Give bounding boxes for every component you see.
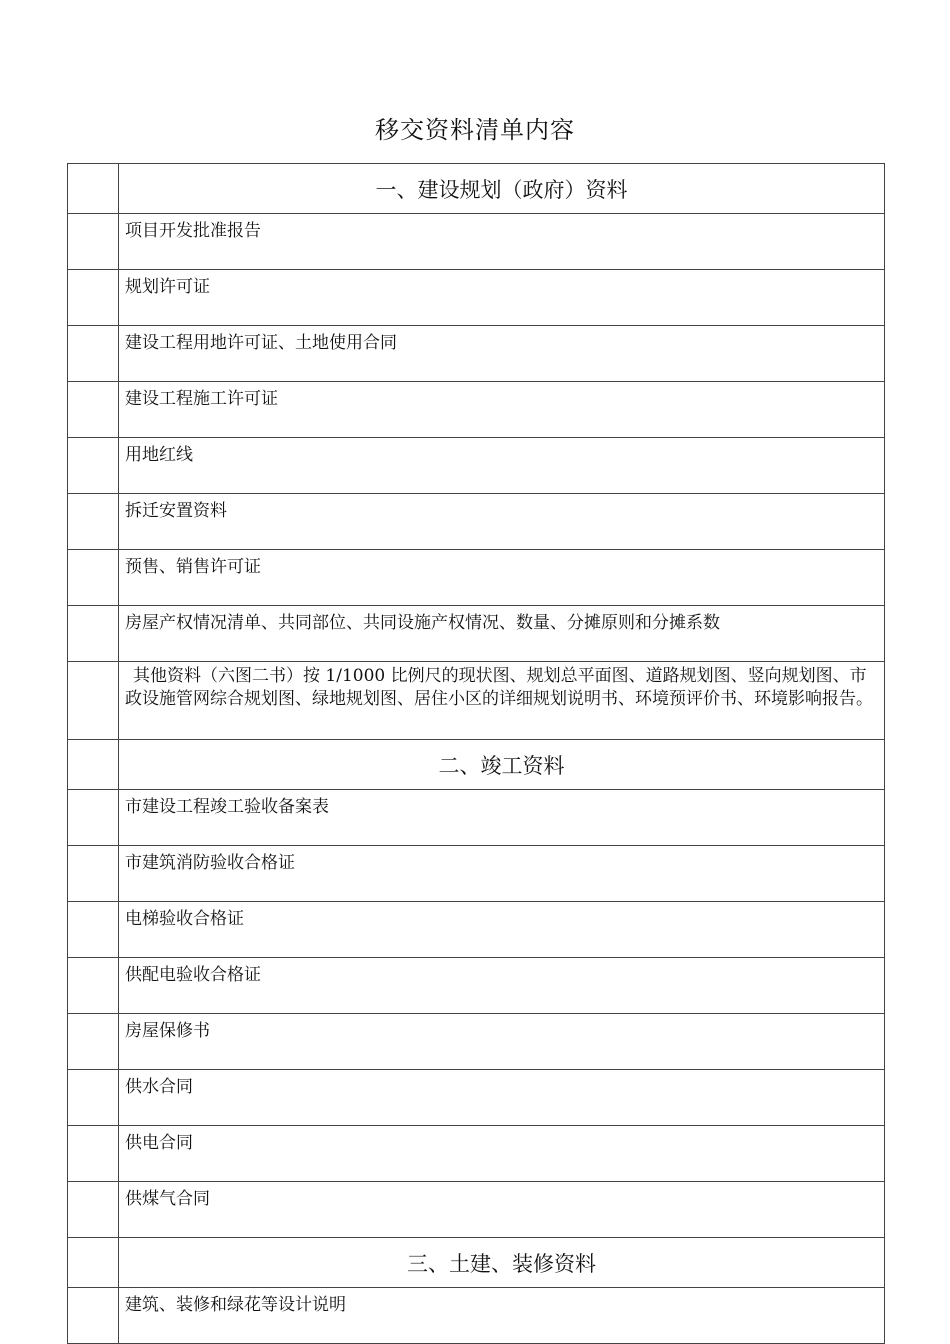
index-cell [68, 270, 119, 326]
item-text: 市建设工程竣工验收备案表 [119, 790, 885, 846]
table-row [68, 1126, 885, 1182]
table-row [68, 1182, 885, 1238]
item-text: 电梯验收合格证 [119, 902, 885, 958]
index-cell [68, 790, 119, 846]
item-text: 用地红线 [119, 438, 885, 494]
index-cell [68, 382, 119, 438]
section-heading: 一、建设规划（政府）资料 [119, 164, 885, 214]
index-cell [68, 1238, 119, 1288]
table-row [68, 494, 885, 550]
table-row [68, 846, 885, 902]
index-cell [68, 494, 119, 550]
section-header-row [68, 164, 885, 214]
table-row [68, 902, 885, 958]
item-text: 供煤气合同 [119, 1182, 885, 1238]
item-text: 市建筑消防验收合格证 [119, 846, 885, 902]
handover-checklist-table [67, 163, 885, 1344]
table-row [68, 1070, 885, 1126]
index-cell [68, 214, 119, 270]
index-cell [68, 164, 119, 214]
table-row [68, 270, 885, 326]
document-title: 移交资料清单内容 [375, 116, 575, 144]
item-text: 其他资料（六图二书）按 1/1000 比例尺的现状图、规划总平面图、道路规划图、竖向规划图、市政设施管网综合规划图、绿地规划图、居住小区的详细规划说明书、环境预评价书、环境影响报告。 [119, 662, 885, 740]
item-text: 建筑、装修和绿花等设计说明 [119, 1288, 885, 1344]
index-cell [68, 606, 119, 662]
section-heading: 三、土建、装修资料 [119, 1238, 885, 1288]
item-text: 供水合同 [119, 1070, 885, 1126]
item-text: 建设工程施工许可证 [119, 382, 885, 438]
index-cell [68, 1182, 119, 1238]
index-cell [68, 846, 119, 902]
index-cell [68, 902, 119, 958]
section-heading: 二、竣工资料 [119, 740, 885, 790]
index-cell [68, 438, 119, 494]
index-cell [68, 326, 119, 382]
index-cell [68, 550, 119, 606]
index-cell [68, 1126, 119, 1182]
item-text: 拆迁安置资料 [119, 494, 885, 550]
index-cell [68, 662, 119, 740]
item-text: 房屋产权情况清单、共同部位、共同设施产权情况、数量、分摊原则和分摊系数 [119, 606, 885, 662]
index-cell [68, 1070, 119, 1126]
section-header-row [68, 1238, 885, 1288]
table-row [68, 438, 885, 494]
table-row [68, 606, 885, 662]
item-text: 供电合同 [119, 1126, 885, 1182]
item-text: 建设工程用地许可证、土地使用合同 [119, 326, 885, 382]
index-cell [68, 958, 119, 1014]
table-row [68, 958, 885, 1014]
item-text: 预售、销售许可证 [119, 550, 885, 606]
table-row [68, 1014, 885, 1070]
item-text: 规划许可证 [119, 270, 885, 326]
index-cell [68, 1014, 119, 1070]
table-row [68, 1288, 885, 1344]
table-row [68, 662, 885, 740]
table-row [68, 550, 885, 606]
table-row [68, 790, 885, 846]
item-text: 项目开发批准报告 [119, 214, 885, 270]
item-text: 供配电验收合格证 [119, 958, 885, 1014]
item-text: 房屋保修书 [119, 1014, 885, 1070]
index-cell [68, 740, 119, 790]
index-cell [68, 1288, 119, 1344]
section-header-row [68, 740, 885, 790]
table-row [68, 214, 885, 270]
table-row [68, 326, 885, 382]
table-row [68, 382, 885, 438]
